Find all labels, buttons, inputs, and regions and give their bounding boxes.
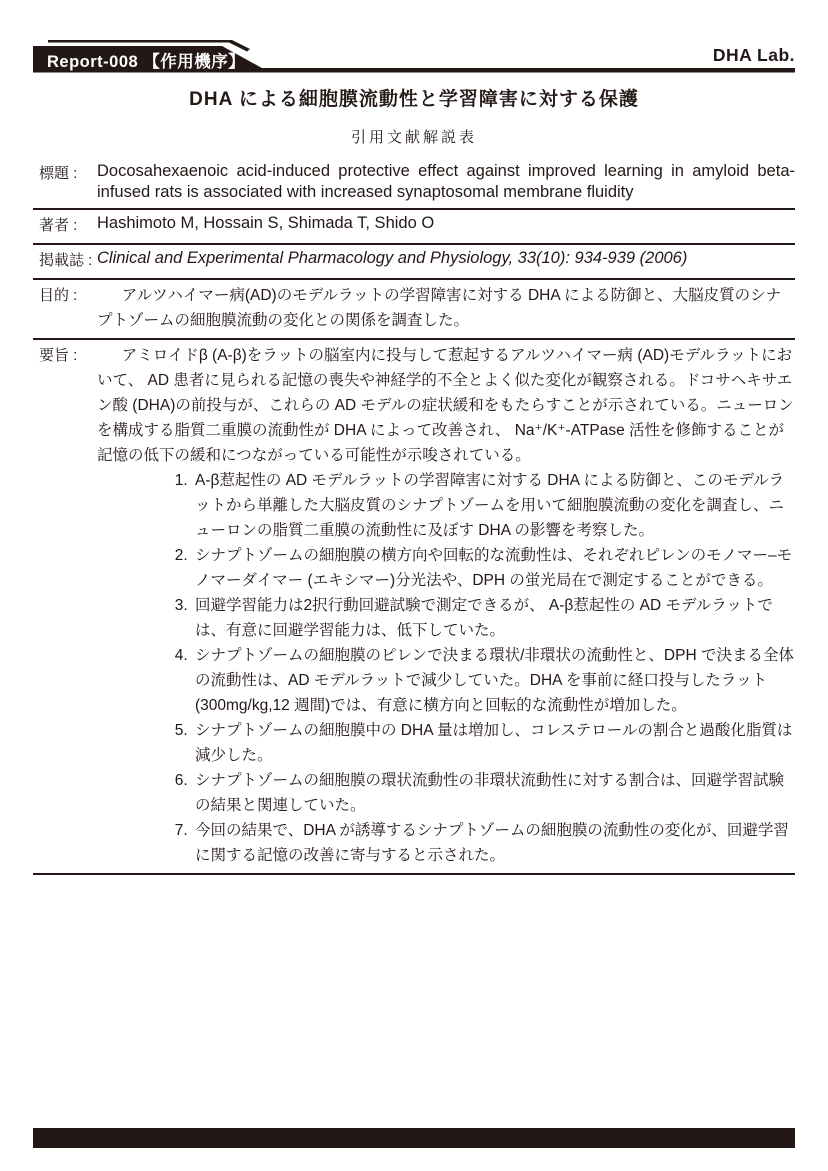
table-row-title — [33, 158, 795, 210]
report-label: Report-008 【作用機序】 — [47, 53, 246, 71]
page-title: DHA による細胞膜流動性と学習障害に対する保護 — [189, 89, 639, 110]
row-label-journal: 掲載誌 : — [39, 252, 93, 269]
header-decoration — [0, 0, 828, 90]
table-row-authors — [33, 210, 795, 245]
page-subtitle: 引用文献解説表 — [350, 129, 477, 146]
summary-point: 3. 回避学習能力は2択行動回避試験で測定できるが、 A-β惹起性の AD モデルラットでは、有意に回避学習能力は、低下していた。 — [192, 593, 795, 643]
summary-point: 5. シナプトゾームの細胞膜中の DHA 量は増加し、コレステロールの割合と過酸化脂質は減少した。 — [192, 718, 795, 768]
summary-point: 2. シナプトゾームの細胞膜の横方向や回転的な流動性は、それぞれピレンのモノマー–モノマーダイマー (エキシマー)分光法や、DPH の蛍光局在で測定することができる。 — [192, 543, 795, 593]
row-value-purpose: アルツハイマー病(AD)のモデルラットの学習障害に対する DHA による防御と、大脳皮質のシナプトゾームの細胞膜流動の変化との関係を調査した。 — [97, 287, 782, 329]
row-value-journal: Clinical and Experimental Pharmacology and Physiology, 33(10): 934-939 (2006) — [97, 249, 688, 267]
row-label-summary: 要旨 : — [39, 347, 78, 364]
summary-intro: アミロイドβ (A-β)をラットの脳室内に投与して惹起するアルツハイマー病 (AD)モデルラットにおいて、 AD 患者に見られる記憶の喪失や神経学的不全とよく似た変化が観察される。ドコサヘキサエン酸 (DHA)の前投与が、これらの AD モデルの症状緩和をもたらすことが示されている。ニューロンを構成する脂質二重膜の流動性が DHA によって改善され、 Na⁺/K⁺-ATPase 活性を修飾することが記憶の低下の緩和につながっている可能性が示唆されている。 — [97, 347, 794, 464]
row-label-purpose: 目的 : — [39, 287, 78, 304]
row-value-authors: Hashimoto M, Hossain S, Shimada T, Shido O — [97, 214, 435, 232]
summary-point: 6. シナプトゾームの細胞膜の環状流動性の非環状流動性に対する割合は、回避学習試験の結果と関連していた。 — [192, 768, 795, 818]
table-row-summary — [33, 340, 795, 875]
summary-points-list — [97, 468, 795, 868]
row-label-authors: 著者 : — [39, 217, 78, 234]
brand-label: DHA Lab. — [712, 45, 795, 65]
row-label-title: 標題 : — [39, 165, 78, 182]
table-row-purpose — [33, 280, 795, 340]
reference-table — [33, 158, 795, 875]
footer-bar — [33, 1128, 795, 1148]
row-value-title: Docosahexaenoic acid-induced protective effect against improved learning in amyloid beta-infused rats is associated with increased synaptosomal membrane fluidity — [97, 162, 795, 201]
summary-point: 7. 今回の結果で、DHA が誘導するシナプトゾームの細胞膜の流動性の変化が、回避学習に関する記憶の改善に寄与すると示された。 — [192, 818, 795, 868]
row-value-summary — [97, 343, 795, 868]
table-row-journal — [33, 245, 795, 280]
summary-point: 1. A-β惹起性の AD モデルラットの学習障害に対する DHA による防御と、このモデルラットから単離した大脳皮質のシナプトゾームを用いて細胞膜流動の変化を調査し、ニューロンの脂質二重膜の流動性に及ぼす DHA の影響を考察した。 — [192, 468, 795, 543]
summary-point: 4. シナプトゾームの細胞膜のピレンで決まる環状/非環状の流動性と、DPH で決まる全体の流動性は、AD モデルラットで減少していた。DHA を事前に経口投与したラット(300mg/kg,12 週間)では、有意に横方向と回転的な流動性が増加した。 — [192, 643, 795, 718]
